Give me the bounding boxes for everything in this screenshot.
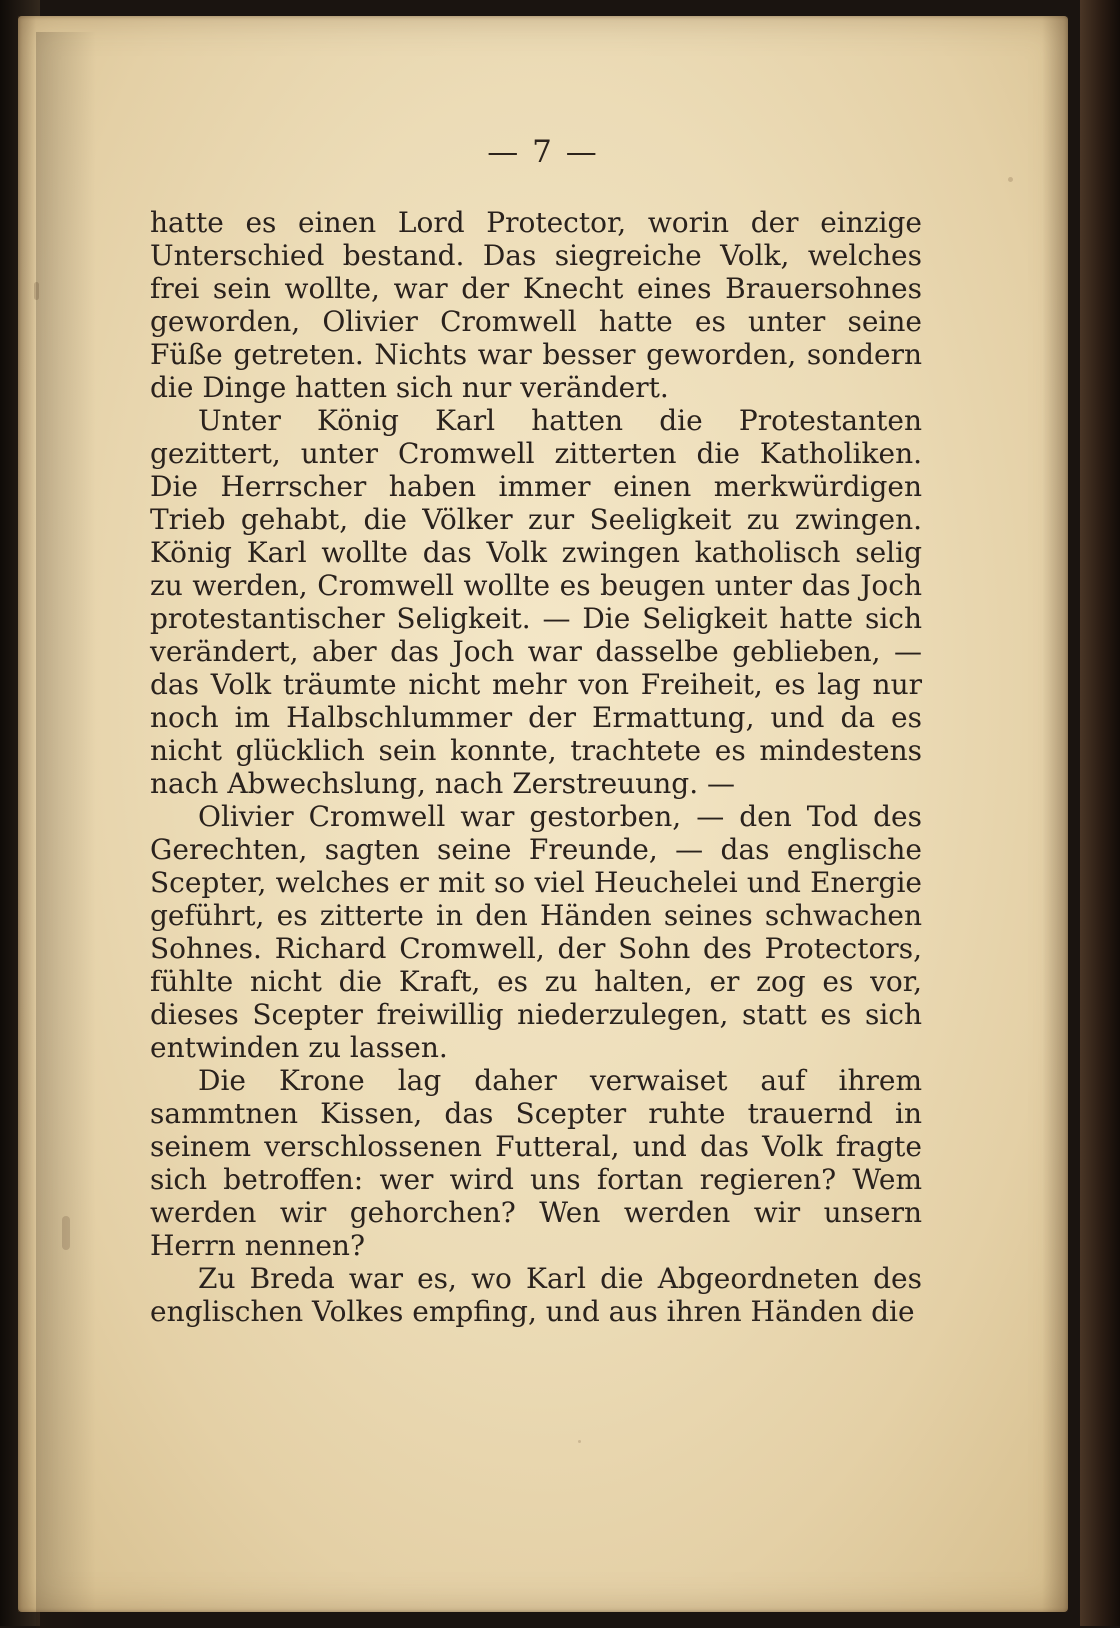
paper-speck xyxy=(1008,177,1013,182)
book-page xyxy=(18,16,1068,1612)
paper-speck xyxy=(578,1440,581,1443)
page-number: — 7 — xyxy=(487,134,599,170)
page-text xyxy=(150,206,922,1328)
paragraph-1: hatte es einen Lord Protector, worin der einzige Unterschied bestand. Das siegreiche Volk, welches frei sein wollte, war der Knecht eines Brauersohnes geworden, Olivier Cromwell hatte es unter seine Füße getreten. Nichts war besser geworden, sondern die Dinge hatten sich nur verändert. xyxy=(150,206,922,404)
paragraph-2: Unter König Karl hatten die Protestanten gezittert, unter Cromwell zitterten die Katholiken. Die Herrscher haben immer einen merkwürdigen Trieb gehabt, die Völker zur Seeligkeit zu zwingen. König Karl wollte das Volk zwingen katholisch selig zu werden, Cromwell wollte es beugen unter das Joch protestantischer Seligkeit. — Die Seligkeit hatte sich verändert, aber das Joch war dasselbe geblieben, — das Volk träumte nicht mehr von Freiheit, es lag nur noch im Halbschlummer der Ermattung, und da es nicht glücklich sein konnte, trachtete es mindestens nach Abwechslung, nach Zerstreuung. — xyxy=(150,404,922,800)
paragraph-3: Olivier Cromwell war gestorben, — den Tod des Gerechten, sagten seine Freunde, — das englische Scepter, welches er mit so viel Heuchelei und Energie geführt, es zitterte in den Händen seines schwachen Sohnes. Richard Cromwell, der Sohn des Protectors, fühlte nicht die Kraft, es zu halten, er zog es vor, dieses Scepter freiwillig niederzulegen, statt es sich entwinden zu lassen. xyxy=(150,800,922,1064)
book-right-edge xyxy=(1080,0,1120,1626)
paragraph-4: Die Krone lag daher verwaiset auf ihrem sammtnen Kissen, das Scepter ruhte trauernd in seinem verschlossenen Futteral, und das Volk fragte sich betroffen: wer wird uns fortan regieren? Wem werden wir gehorchen? Wen werden wir unsern Herrn nennen? xyxy=(150,1064,922,1262)
paragraph-5: Zu Breda war es, wo Karl die Abgeordneten des englischen Volkes empfing, und aus ihren Händen die xyxy=(150,1262,922,1328)
paper-stain xyxy=(62,1216,70,1250)
binding-shadow xyxy=(36,32,96,1628)
paper-stain xyxy=(34,282,39,300)
